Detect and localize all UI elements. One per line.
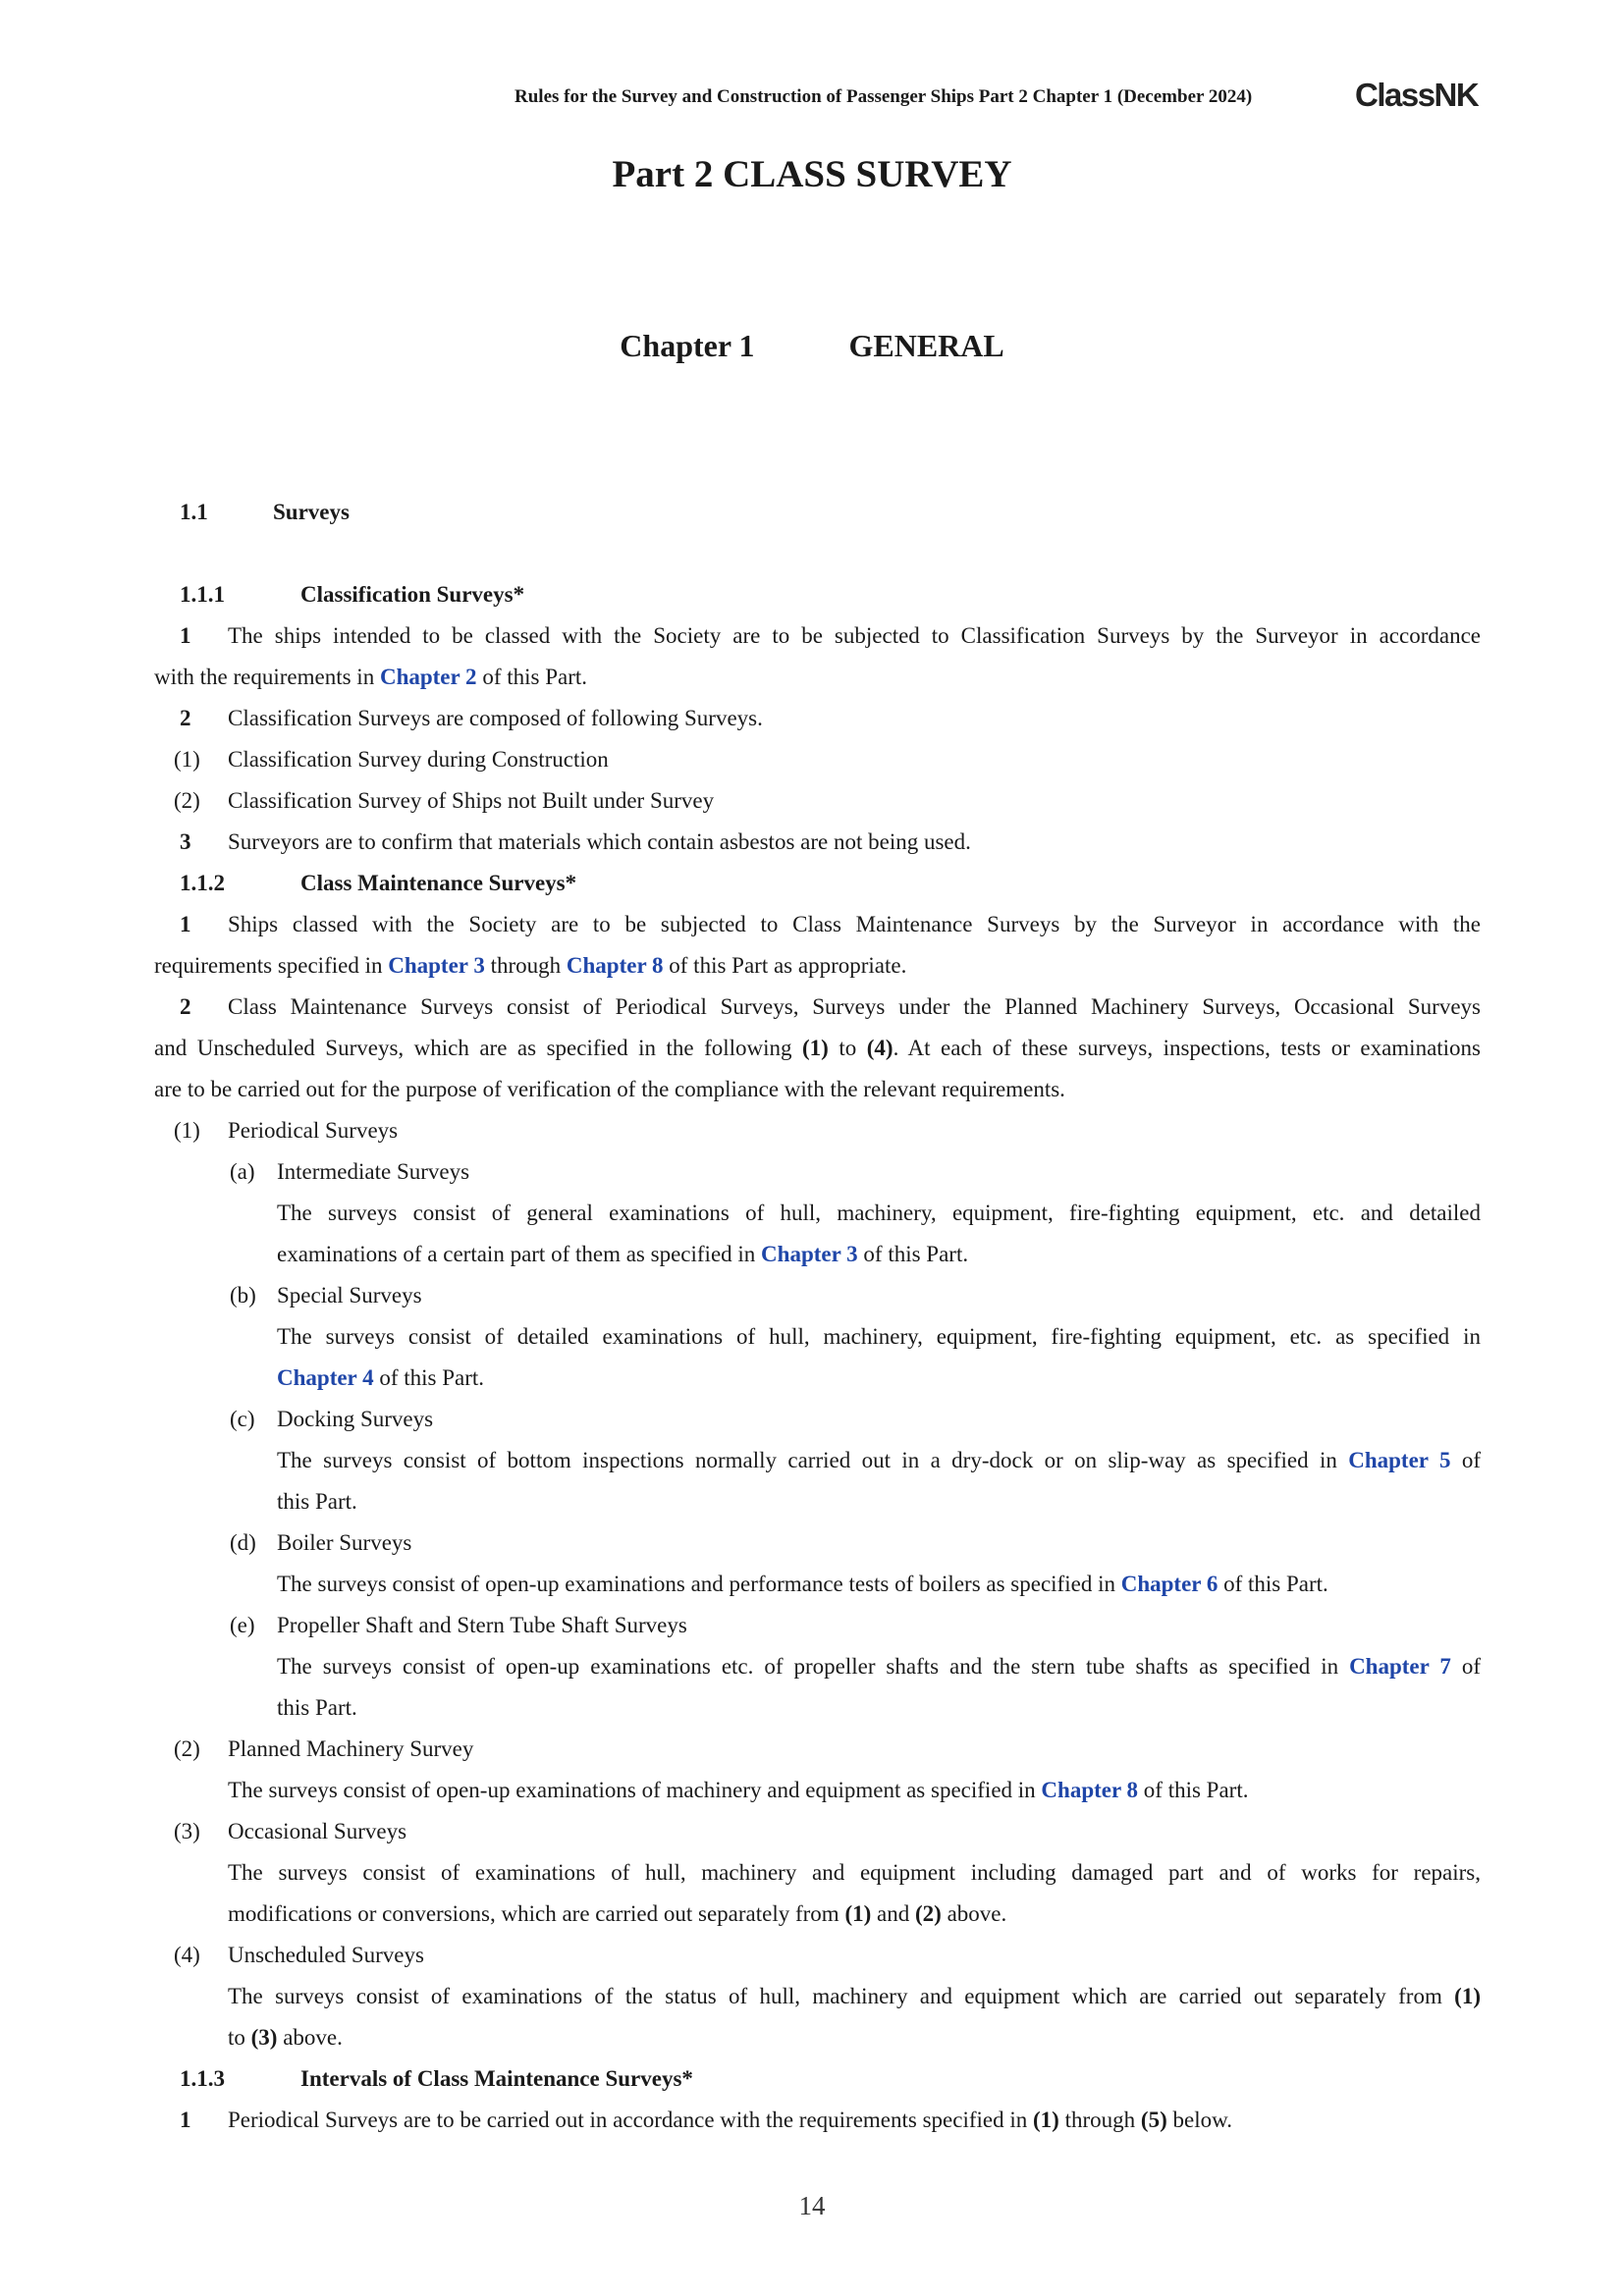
paragraph-text: this Part. [277, 1695, 357, 1720]
list-item-text: Classification Survey during Construction [228, 747, 609, 772]
classnk-logo: ClassNK [1355, 77, 1479, 113]
list-item-text: Planned Machinery Survey [228, 1736, 474, 1761]
sub-list-item-letter: (c) [230, 1407, 255, 1431]
paragraph-text: Classification Surveys are composed of following Surveys. [228, 706, 763, 730]
sub-list-item-title: Propeller Shaft and Stern Tube Shaft Surveys [277, 1613, 687, 1637]
item-reference: (1) [1033, 2108, 1059, 2132]
paragraph-text: through [484, 953, 567, 978]
paragraph-text: below. [1166, 2108, 1232, 2132]
paragraph-text: are to be carried out for the purpose of verification of the compliance with the relevant requirements. [154, 1077, 1065, 1101]
paragraph-text: of this Part. [1138, 1778, 1249, 1802]
paragraph-text: examinations of a certain part of them as specified in [277, 1242, 762, 1266]
item-reference: (5) [1140, 2108, 1167, 2132]
chapter-label: Chapter 1 [620, 328, 755, 363]
chapter-6-link[interactable]: Chapter 6 [1120, 1572, 1218, 1596]
paragraph-text: . At each of these surveys, inspections, tests or examinations [893, 1036, 1482, 1060]
paragraph-text: of [1450, 1654, 1481, 1679]
chapter-7-link[interactable]: Chapter 7 [1349, 1654, 1451, 1679]
paragraph-text: The surveys consist of bottom inspections normally carried out in a dry-dock or on slip-way as specified in [277, 1448, 1349, 1472]
paragraph-text: above. [941, 1901, 1007, 1926]
paragraph-text: The surveys consist of general examinations of hull, machinery, equipment, fire-fighting equipment, etc. and detailed [277, 1201, 1481, 1225]
paragraph-number: 3 [180, 829, 191, 854]
paragraph-text: The ships intended to be classed with the Society are to be subjected to Classification Surveys by the Surveyor in accordance [228, 623, 1481, 648]
subsection-number: 1.1.1 [180, 582, 225, 607]
page-number: 14 [798, 2191, 826, 2220]
paragraph-text: requirements specified in [154, 953, 389, 978]
paragraph-text: The surveys consist of examinations of the status of hull, machinery and equipment which are carried out separately from [228, 1984, 1455, 2008]
sub-list-item-title: Intermediate Surveys [277, 1159, 470, 1184]
chapter-5-link[interactable]: Chapter 5 [1348, 1448, 1451, 1472]
subsection-title: Intervals of Class Maintenance Surveys* [300, 2066, 693, 2091]
paragraph-text: through [1058, 2108, 1141, 2132]
paragraph-text: to [228, 2025, 251, 2050]
list-item-text: Unscheduled Surveys [228, 1943, 424, 1967]
paragraph-text: Surveyors are to confirm that materials which contain asbestos are not being used. [228, 829, 971, 854]
sub-list-item-title: Special Surveys [277, 1283, 422, 1308]
item-reference: (1) [802, 1036, 829, 1060]
subsection-number: 1.1.3 [180, 2066, 225, 2091]
chapter-4-link[interactable]: Chapter 4 [277, 1365, 374, 1390]
paragraph-text: of this Part. [373, 1365, 485, 1390]
list-item-number: (2) [174, 788, 200, 813]
sub-list-item-letter: (a) [230, 1159, 255, 1184]
list-item-number: (1) [174, 747, 200, 772]
chapter-8-link[interactable]: Chapter 8 [566, 953, 664, 978]
list-item-text: Periodical Surveys [228, 1118, 399, 1143]
paragraph-text: modifications or conversions, which are carried out separately from [228, 1901, 845, 1926]
list-item-number: (1) [174, 1118, 200, 1143]
paragraph-text: and [871, 1901, 915, 1926]
subsection-number: 1.1.2 [180, 871, 225, 895]
item-reference: (2) [915, 1901, 942, 1926]
paragraph-text: of this Part. [1218, 1572, 1328, 1596]
item-reference: (4) [866, 1036, 893, 1060]
paragraph-text: of [1450, 1448, 1481, 1472]
chapter-2-link[interactable]: Chapter 2 [379, 665, 477, 689]
paragraph-text: The surveys consist of open-up examinations and performance tests of boilers as specified in [277, 1572, 1121, 1596]
sub-list-item-letter: (d) [230, 1530, 256, 1555]
paragraph-text: The surveys consist of detailed examinations of hull, machinery, equipment, fire-fighting equipment, etc. as specified in [277, 1324, 1481, 1349]
paragraph-text: this Part. [277, 1489, 357, 1514]
paragraph-number: 2 [180, 706, 191, 730]
chapter-3-link[interactable]: Chapter 3 [761, 1242, 858, 1266]
chapter-title [0, 328, 1624, 364]
list-item-text: Classification Survey of Ships not Built under Survey [228, 788, 715, 813]
paragraph-text: and Unscheduled Surveys, which are as specified in the following [154, 1036, 803, 1060]
paragraph-text: The surveys consist of open-up examinations etc. of propeller shafts and the stern tube shafts as specified in [277, 1654, 1350, 1679]
sub-list-item-title: Docking Surveys [277, 1407, 434, 1431]
list-item-number: (4) [174, 1943, 200, 1967]
sub-list-item-title: Boiler Surveys [277, 1530, 412, 1555]
paragraph-text: above. [277, 2025, 343, 2050]
paragraph-text: of this Part. [857, 1242, 969, 1266]
list-item-number: (3) [174, 1819, 200, 1843]
paragraph-text: The surveys consist of examinations of hull, machinery and equipment including damaged part and of works for repairs, [228, 1860, 1481, 1885]
item-reference: (1) [1454, 1984, 1481, 2008]
paragraph-number: 1 [180, 623, 191, 648]
part-title: Part 2 CLASS SURVEY [612, 153, 1012, 195]
paragraph-text: of this Part as appropriate. [663, 953, 907, 978]
sub-list-item-letter: (e) [230, 1613, 255, 1637]
paragraph-number: 1 [180, 912, 191, 936]
paragraph-text: Class Maintenance Surveys consist of Periodical Surveys, Surveys under the Planned Machinery Surveys, Occasional Surveys [228, 994, 1481, 1019]
paragraph-text: Ships classed with the Society are to be subjected to Class Maintenance Surveys by the Surveyor in accordance with the [228, 912, 1481, 936]
item-reference: (3) [250, 2025, 278, 2050]
paragraph-number: 1 [180, 2108, 191, 2132]
paragraph-text: The surveys consist of open-up examinations of machinery and equipment as specified in [228, 1778, 1042, 1802]
section-heading [180, 500, 350, 525]
section-title: Surveys [273, 500, 350, 524]
paragraph-text: of this Part. [476, 665, 588, 689]
paragraph-text: to [828, 1036, 867, 1060]
list-item-text: Occasional Surveys [228, 1819, 407, 1843]
paragraph-text: with the requirements in [154, 665, 380, 689]
paragraph-text: Periodical Surveys are to be carried out in accordance with the requirements specified in [228, 2108, 1034, 2132]
list-item-number: (2) [174, 1736, 200, 1761]
chapter-3-link[interactable]: Chapter 3 [388, 953, 485, 978]
sub-list-item-letter: (b) [230, 1283, 256, 1308]
running-header: Rules for the Survey and Construction of Passenger Ships Part 2 Chapter 1 (December 2024) [514, 86, 1253, 107]
subsection-title: Class Maintenance Surveys* [300, 871, 577, 895]
chapter-8-link[interactable]: Chapter 8 [1041, 1778, 1139, 1802]
chapter-name: GENERAL [848, 328, 1004, 363]
subsection-title: Classification Surveys* [300, 582, 525, 607]
section-number: 1.1 [180, 500, 208, 524]
paragraph-number: 2 [180, 994, 191, 1019]
item-reference: (1) [844, 1901, 872, 1926]
